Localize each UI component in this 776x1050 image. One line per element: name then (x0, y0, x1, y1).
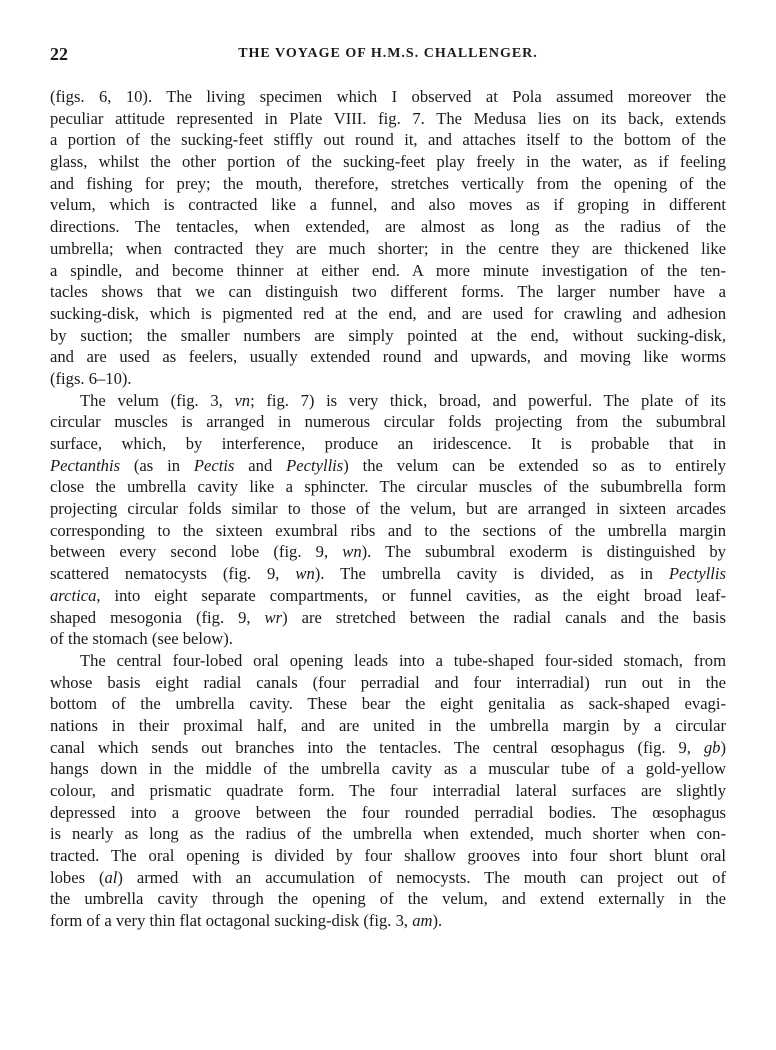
text-line: shaped mesogonia (fig. 9, wr) are stretched between the radial canals and the basis (50, 607, 726, 627)
text-line: and fishing for prey; the mouth, therefore, stretches vertically from the opening of the (50, 173, 726, 193)
text-line: depressed into a groove between the four rounded perradial bodies. The œsophagus (50, 802, 726, 822)
text-line: bottom of the umbrella cavity. These bear the eight genitalia as sack-shaped evagi- (50, 694, 726, 714)
text-line: nations in their proximal half, and are united in the umbrella margin by a circular (50, 715, 726, 735)
paragraph (50, 86, 726, 390)
text-line: tacles shows that we can distinguish two different forms. The larger number have a (50, 282, 726, 302)
text-line: umbrella; when contracted they are much shorter; in the centre they are thickened like (50, 238, 726, 258)
text-line: tracted. The oral opening is divided by four shallow grooves into four short blunt oral (50, 846, 726, 866)
text-line: lobes (al) armed with an accumulation of nemocysts. The mouth can project out of (50, 867, 726, 887)
text-line: (figs. 6–10). (50, 368, 132, 388)
text-line: of the stomach (see below). (50, 629, 233, 649)
text-line: is nearly as long as the radius of the umbrella when extended, much shorter when con- (50, 824, 726, 844)
text-line: whose basis eight radial canals (four perradial and four interradial) run out in the (50, 672, 726, 692)
text-line: close the umbrella cavity like a sphincter. The circular muscles of the subumbrella form (50, 477, 726, 497)
text-line: the umbrella cavity through the opening of the velum, and extend externally in the (50, 889, 726, 909)
text-line: surface, which, by interference, produce an iridescence. It is probable that in (50, 434, 726, 453)
text-line: The central four-lobed oral opening leads into a tube-shaped four-sided stomach, from (80, 650, 726, 670)
text-line: colour, and prismatic quadrate form. The four interradial lateral surfaces are slightly (50, 781, 726, 800)
running-title: THE VOYAGE OF H.M.S. CHALLENGER. (238, 46, 538, 61)
text-line: arctica, into eight separate compartments, or funnel cavities, as the eight broad leaf- (50, 585, 726, 605)
text-line: canal which sends out branches into the tentacles. The central œsophagus (fig. 9, gb) (50, 737, 726, 757)
paragraph (50, 650, 726, 932)
body-text (50, 86, 726, 932)
text-line: a spindle, and become thinner at either end. A more minute investigation of the ten- (50, 260, 726, 280)
text-line: directions. The tentacles, when extended, are almost as long as the radius of the (50, 217, 726, 237)
page-number: 22 (50, 44, 68, 64)
text-line: circular muscles is arranged in numerous circular folds projecting from the subumbral (50, 412, 726, 432)
text-line: form of a very thin flat octagonal sucking-disk (fig. 3, am). (50, 911, 443, 931)
text-line: and are used as feelers, usually extended round and upwards, and moving like worms (50, 347, 726, 367)
text-line: by suction; the smaller numbers are simply pointed at the end, without sucking-disk, (50, 325, 726, 345)
text-line: projecting circular folds similar to those of the velum, but are arranged in sixteen arcades (50, 499, 726, 519)
text-line: between every second lobe (fig. 9, wn). The subumbral exoderm is distinguished by (50, 542, 726, 562)
text-line: corresponding to the sixteen exumbral ribs and to the sections of the umbrella margin (50, 520, 726, 540)
text-line: (figs. 6, 10). The living specimen which I observed at Pola assumed moreover the (50, 87, 726, 106)
page-header (50, 44, 726, 68)
text-line: scattered nematocysts (fig. 9, wn). The umbrella cavity is divided, as in Pectyllis (50, 564, 726, 584)
text-line: a portion of the sucking-feet stiffly out round it, and attaches itself to the bottom of the (50, 130, 726, 150)
text-line: velum, which is contracted like a funnel, and also moves as if groping in different (50, 195, 726, 215)
document-page (50, 44, 726, 932)
text-line: glass, whilst the other portion of the sucking-feet play freely in the water, as if feeling (50, 152, 726, 172)
text-line: peculiar attitude represented in Plate VIII. fig. 7. The Medusa lies on its back, extends (50, 108, 726, 128)
text-line: hangs down in the middle of the umbrella cavity as a muscular tube of a gold-yellow (50, 759, 726, 779)
text-line: sucking-disk, which is pigmented red at the end, and are used for crawling and adhesion (50, 303, 726, 323)
text-line: The velum (fig. 3, vn; fig. 7) is very thick, broad, and powerful. The plate of its (80, 390, 726, 410)
text-line: Pectanthis (as in Pectis and Pectyllis) the velum can be extended so as to entirely (50, 455, 726, 475)
paragraph (50, 390, 726, 650)
